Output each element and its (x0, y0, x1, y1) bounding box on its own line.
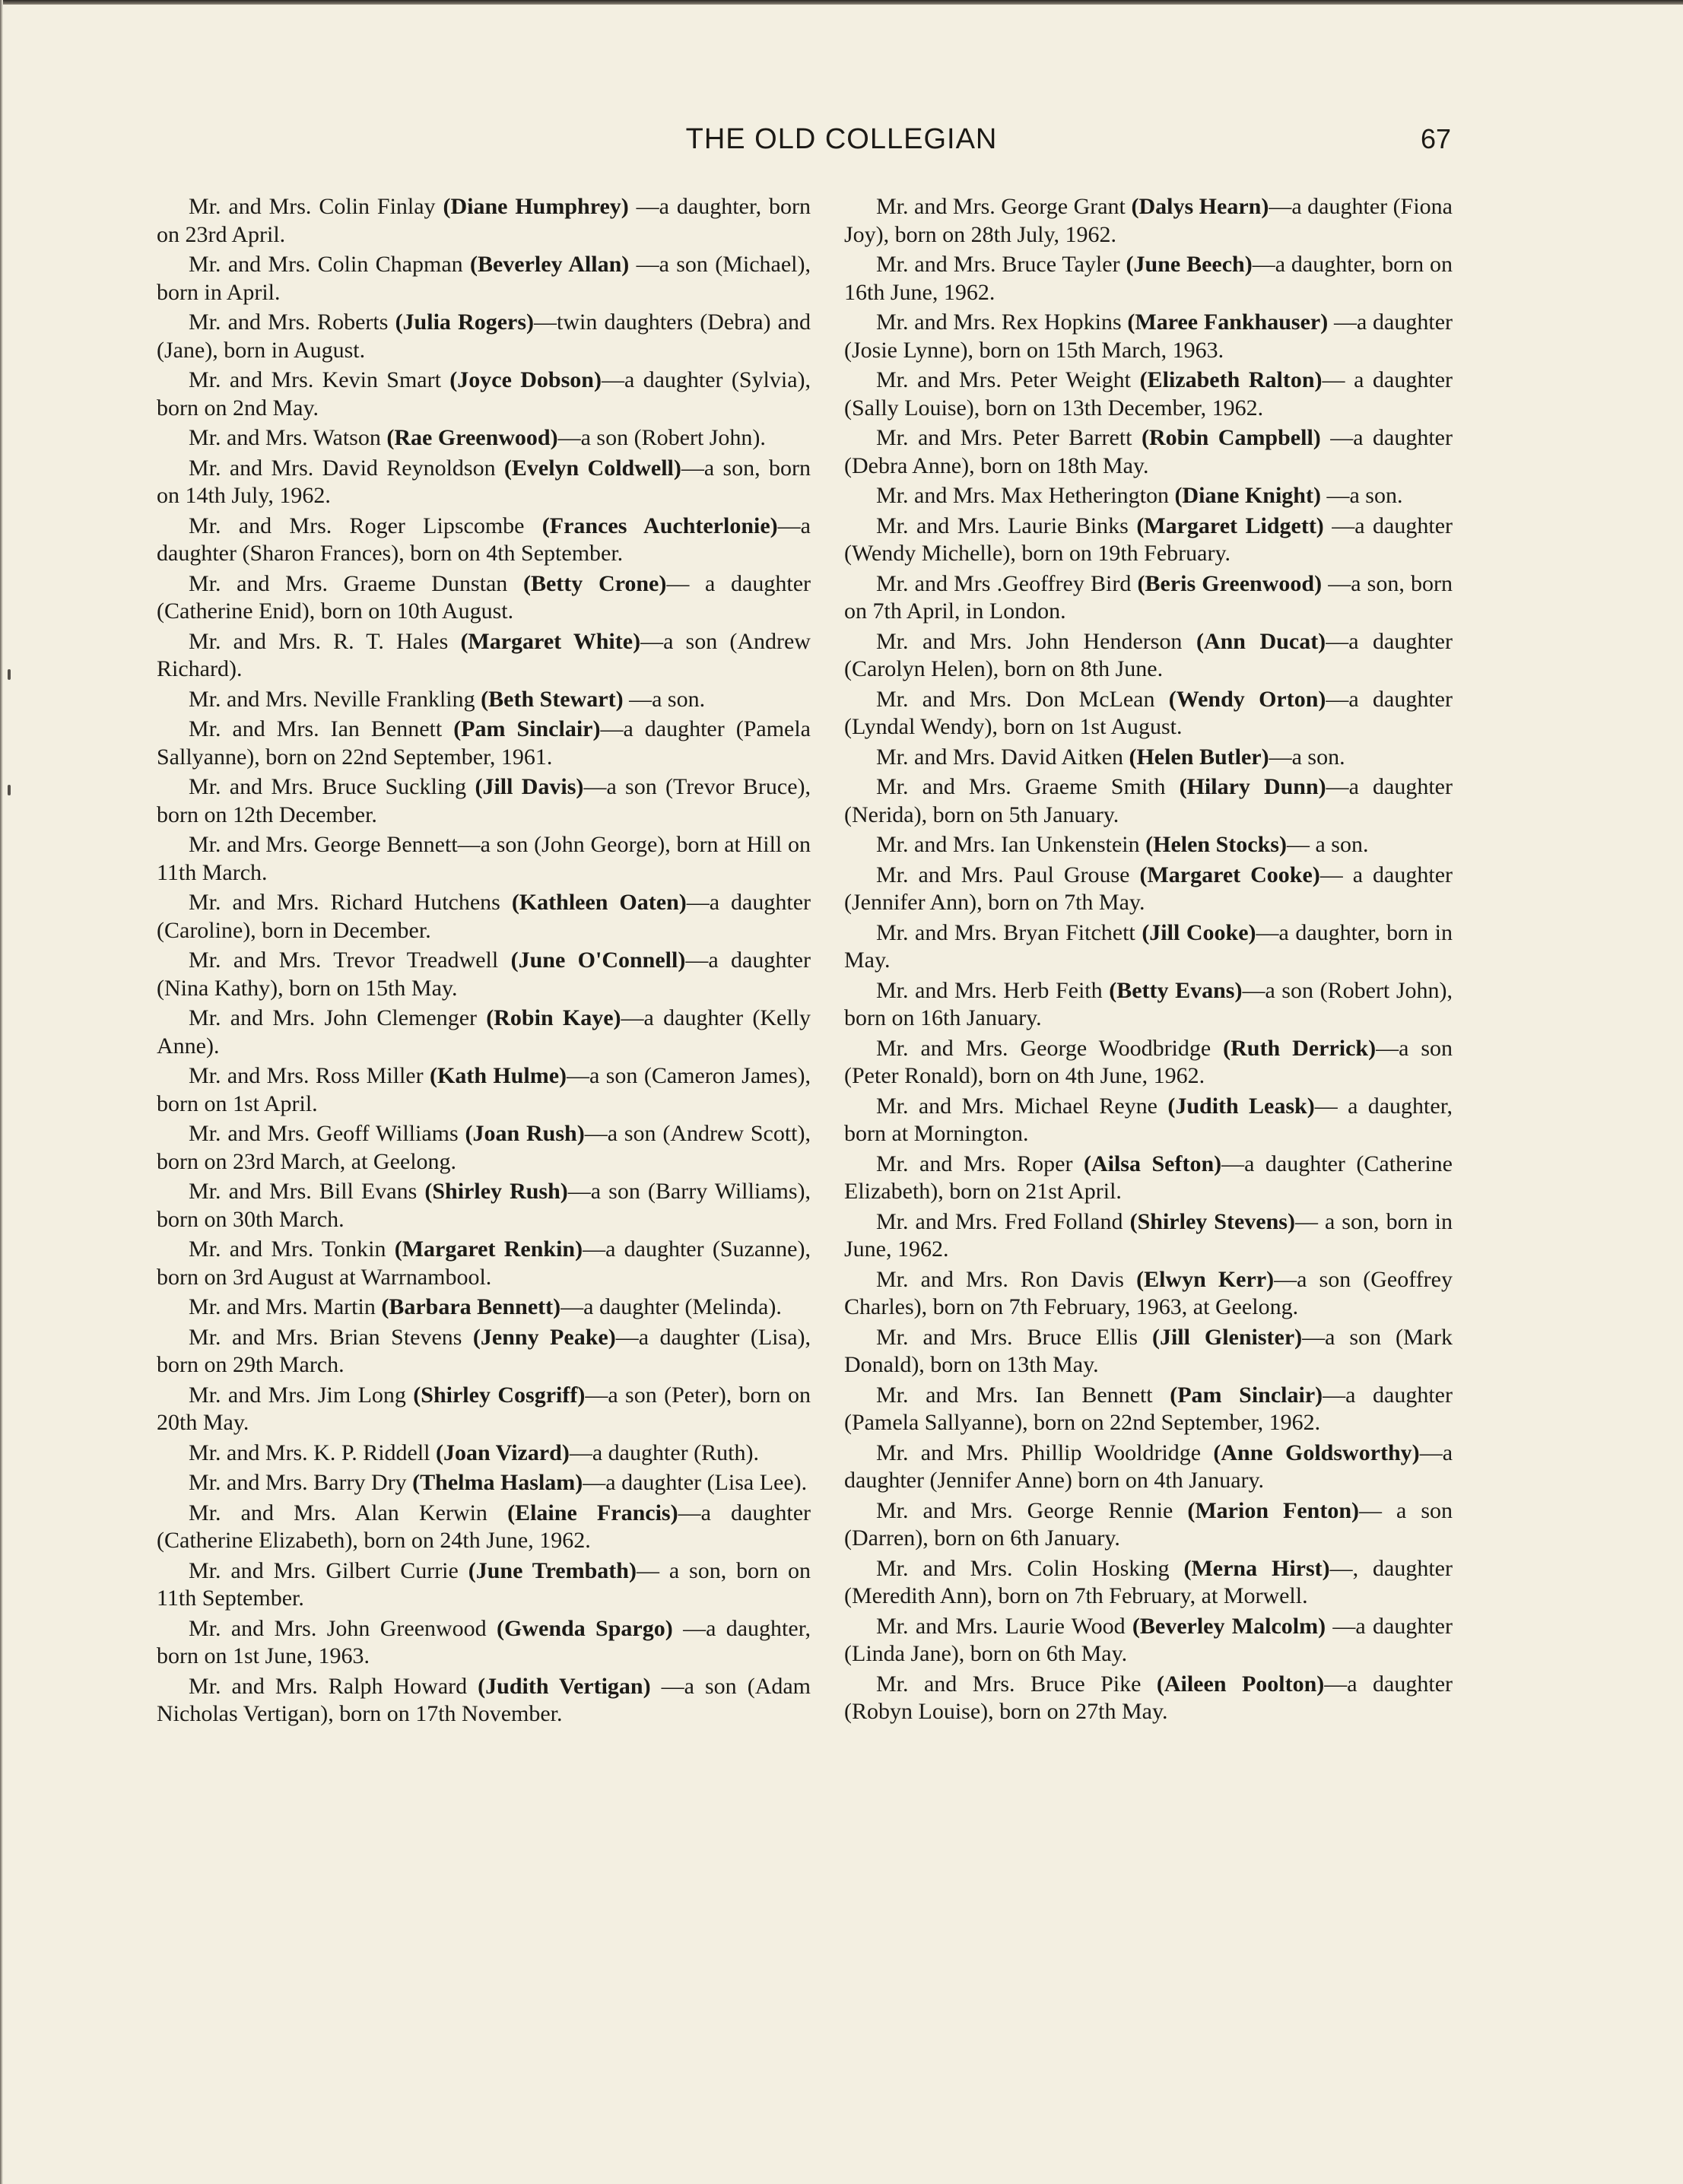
notice-text: —a son (Peter), born on 20th May. (157, 1382, 811, 1435)
birth-notice (157, 193, 811, 249)
maiden-name: (Robin Kaye) (486, 1005, 621, 1030)
birth-notice (157, 1062, 811, 1118)
maiden-name: (Diane Knight) (1174, 483, 1321, 508)
notice-text: —a daughter, born on 16th June, 1962. (844, 252, 1453, 305)
notice-text: Mr. and Mrs. Kevin Smart (189, 367, 450, 392)
birth-notice (844, 1497, 1453, 1553)
right-column (844, 193, 1453, 1728)
notice-text: —a daughter (Debra Anne), born on 18th May. (844, 425, 1453, 478)
notice-text: Mr. and Mrs. Ron Davis (876, 1266, 1137, 1292)
birth-notice (844, 773, 1453, 829)
birth-notice (157, 686, 811, 714)
birth-notice (844, 1671, 1453, 1726)
notice-text: —a son (Geoffrey Charles), born on 7th February, 1963, at Geelong. (844, 1266, 1453, 1319)
birth-notice (844, 1555, 1453, 1611)
maiden-name: (June Trembath) (468, 1557, 637, 1583)
maiden-name: (Betty Crone) (522, 570, 667, 596)
maiden-name: (Beris Greenwood) (1137, 570, 1323, 596)
notice-text: Mr. and Mrs. Ross Miller (189, 1063, 430, 1088)
birth-notice (844, 977, 1453, 1033)
notice-text: Mr. and Mrs. Trevor Treadwell (189, 948, 511, 973)
page-number: 67 (1421, 123, 1452, 154)
birth-notice (157, 1557, 811, 1613)
maiden-name: (Helen Butler) (1129, 744, 1269, 770)
notice-text: —a daughter (Lisa Lee). (583, 1470, 808, 1495)
page-edge-shadow (0, 0, 3, 2184)
birth-notice (157, 1500, 811, 1555)
birth-notice (844, 251, 1453, 306)
notice-text: Mr. and Mrs. R. T. Hales (189, 628, 461, 654)
birth-notice (844, 919, 1453, 975)
notice-text: —a daughter (Nina Kathy), born on 15th May. (157, 948, 811, 1001)
birth-notice (157, 628, 811, 684)
notice-text: Mr. and Mrs. Phillip Wooldridge (876, 1440, 1214, 1465)
notice-text: Mr. and Mrs. Ian Unkenstein (876, 832, 1146, 857)
notice-text: Mr. and Mrs. Martin (189, 1294, 382, 1319)
notice-text: —twin daughters (Debra) and (Jane), born in August. (157, 310, 811, 363)
notice-text: —a son (Cameron James), born on 1st April. (157, 1063, 811, 1116)
notice-text: —a daughter (Carolyn Helen), born on 8th June. (844, 628, 1453, 681)
maiden-name: (Jill Cooke) (1142, 919, 1256, 945)
maiden-name: (Helen Stocks) (1145, 832, 1287, 857)
notice-text: Mr. and Mrs. Gilbert Currie (189, 1557, 468, 1583)
maiden-name: (Robin Campbell) (1141, 425, 1321, 450)
notice-text: —a son (Mark Donald), born on 13th May. (844, 1324, 1453, 1377)
notice-text: —a daughter, born on 23rd April. (157, 194, 811, 247)
notice-text: —a son (Peter Ronald), born on 4th June, 1962. (844, 1035, 1453, 1088)
notice-text: —a son. (1269, 744, 1345, 770)
margin-mark (8, 669, 11, 680)
notice-text: — a daughter (Jennifer Ann), born on 7th May. (844, 862, 1453, 915)
birth-notice (844, 1324, 1453, 1379)
notice-text: Mr. and Mrs. Max Hetherington (876, 483, 1175, 508)
notice-text: Mr. and Mrs. David Reynoldson (189, 455, 504, 481)
birth-notice (844, 831, 1453, 859)
notice-text: Mr. and Mrs. Ian Bennett (876, 1382, 1170, 1408)
notice-text: —a daughter (Wendy Michelle), born on 19th February. (844, 513, 1453, 566)
notice-text: Mr. and Mrs. Laurie Wood (876, 1613, 1132, 1639)
notice-text: —a daughter (Josie Lynne), born on 15th March, 1963. (844, 310, 1453, 363)
notice-text: —a son (Robert John). (557, 425, 766, 450)
notice-text: Mr. and Mrs. Barry Dry (189, 1470, 413, 1495)
maiden-name: (Dalys Hearn) (1131, 194, 1269, 219)
maiden-name: (Pam Sinclair) (1170, 1382, 1323, 1408)
birth-notice (157, 1294, 811, 1322)
birth-notice (844, 1208, 1453, 1264)
notice-text: Mr. and Mrs. Tonkin (189, 1236, 395, 1262)
birth-notice (844, 1266, 1453, 1322)
notice-text: Mr. and Mrs. John Greenwood (189, 1615, 497, 1641)
birth-notice (157, 309, 811, 364)
birth-notice (844, 367, 1453, 422)
page-title: THE OLD COLLEGIAN (685, 123, 998, 155)
notice-text: —a daughter (Caroline), born in December. (157, 890, 811, 943)
birth-notice (844, 1035, 1453, 1090)
maiden-name: (Jenny Peake) (472, 1324, 616, 1350)
maiden-name: (June O'Connell) (510, 948, 686, 973)
notice-text: —a daughter (Linda Jane), born on 6th May. (844, 1613, 1453, 1666)
notice-text: —a daughter, born in May. (844, 919, 1453, 973)
birth-notice (844, 193, 1453, 249)
notice-text: Mr. and Mrs. Jim Long (189, 1382, 414, 1408)
notice-text: —a daughter (Kelly Anne). (157, 1005, 811, 1059)
birth-notice (844, 628, 1453, 684)
birth-notice (844, 1093, 1453, 1148)
notice-text: Mr. and Mrs. George Woodbridge (876, 1035, 1224, 1061)
maiden-name: (Jill Glenister) (1151, 1324, 1303, 1350)
notice-text: —a son. (623, 686, 706, 712)
birth-notice (844, 686, 1453, 741)
maiden-name: (Betty Evans) (1109, 977, 1243, 1003)
notice-text: —a daughter (Catherine Elizabeth), born on 24th June, 1962. (157, 1500, 811, 1553)
birth-notice (844, 1151, 1453, 1206)
maiden-name: (Rae Greenwood) (386, 425, 558, 450)
notice-text: Mr. and Mrs. Graeme Dunstan (189, 570, 523, 596)
notice-text: — a daughter (Sally Louise), born on 13th December, 1962. (844, 367, 1453, 421)
notice-text: Mr. and Mrs. Peter Barrett (876, 425, 1142, 450)
birth-notice (844, 309, 1453, 364)
notice-text: — a son. (1286, 832, 1369, 857)
maiden-name: (Shirley Stevens) (1129, 1208, 1295, 1234)
notice-text: —a son (Barry Williams), born on 30th March. (157, 1179, 811, 1232)
notice-text: Mr. and Mrs. Geoff Williams (189, 1121, 465, 1146)
maiden-name: (Aileen Poolton) (1156, 1671, 1325, 1697)
maiden-name: (Shirley Cosgriff) (413, 1382, 586, 1408)
notice-text: Mr. and Mrs. Peter Weight (876, 367, 1140, 392)
maiden-name: (Beth Stewart) (481, 686, 624, 712)
notice-text: —a daughter (Sharon Frances), born on 4th September. (157, 513, 811, 566)
birth-notice (157, 1324, 811, 1379)
notice-text: — a son, born on 11th September. (157, 1557, 811, 1611)
maiden-name: (Margaret Lidgett) (1136, 513, 1324, 538)
notice-text: —a daughter, born on 1st June, 1963. (157, 1615, 811, 1668)
maiden-name: (Judith Vertigan) (478, 1673, 651, 1699)
notice-text: — a son, born in June, 1962. (844, 1208, 1453, 1262)
notice-text: —a son, born on 14th July, 1962. (157, 455, 811, 508)
birth-notice (157, 251, 811, 306)
maiden-name: (Anne Goldsworthy) (1213, 1440, 1420, 1465)
maiden-name: (Beverley Allan) (469, 252, 630, 277)
notice-text: Mr. and Mrs. Bruce Tayler (876, 252, 1126, 277)
maiden-name: (Thelma Haslam) (412, 1470, 583, 1495)
birth-notice (157, 947, 811, 1002)
notice-text: —a daughter (Fiona Joy), born on 28th July, 1962. (844, 194, 1453, 247)
left-column (157, 193, 811, 1731)
notice-text: Mr. and Mrs .Geoffrey Bird (876, 570, 1138, 596)
notice-text: — a daughter, born at Mornington. (844, 1093, 1453, 1146)
notice-text: —a daughter (Catherine Elizabeth), born on 21st April. (844, 1151, 1453, 1204)
maiden-name: (Marion Fenton) (1187, 1497, 1360, 1523)
notice-text: —a son (Michael), born in April. (157, 252, 811, 305)
maiden-name: (Julia Rogers) (395, 310, 535, 335)
notice-text: — a daughter (Catherine Enid), born on 10th August. (157, 570, 811, 624)
notice-text: —a son (Adam Nicholas Vertigan), born on 17th November. (157, 1673, 811, 1726)
page-edge (0, 0, 1683, 5)
notice-text: Mr. and Mrs. Laurie Binks (876, 513, 1137, 538)
maiden-name: (June Beech) (1126, 252, 1253, 277)
notice-text: —a daughter (Sylvia), born on 2nd May. (157, 367, 811, 421)
birth-notice (157, 1236, 811, 1291)
notice-text: —a son (Robert John), born on 16th January. (844, 977, 1453, 1030)
maiden-name: (Evelyn Coldwell) (503, 455, 681, 481)
notice-text: Mr. and Mrs. Paul Grouse (876, 862, 1140, 887)
birth-notice (844, 744, 1453, 772)
notice-text: Mr. and Mrs. Roger Lipscombe (189, 513, 542, 538)
notice-text: Mr. and Mrs. Colin Hosking (876, 1555, 1184, 1581)
birth-notice (157, 716, 811, 771)
birth-notice (157, 1382, 811, 1437)
maiden-name: (Maree Fankhauser) (1127, 310, 1329, 335)
maiden-name: (Barbara Bennett) (381, 1294, 561, 1319)
maiden-name: (Elaine Francis) (507, 1500, 678, 1525)
notice-text: Mr. and Mrs. Ian Bennett (189, 716, 454, 741)
birth-notice (157, 1673, 811, 1728)
maiden-name: (Margaret White) (460, 628, 641, 654)
maiden-name: (Hilary Dunn) (1179, 774, 1326, 799)
maiden-name: (Margaret Renkin) (394, 1236, 583, 1262)
birth-notice (157, 424, 811, 452)
maiden-name: (Ann Ducat) (1196, 628, 1326, 654)
notice-text: —a daughter (Suzanne), born on 3rd August at Warrnambool. (157, 1236, 811, 1290)
notice-text: Mr. and Mrs. Watson (189, 425, 387, 450)
birth-notice (157, 1440, 811, 1468)
notice-text: —a daughter (Pamela Sallyanne), born on 22nd September, 1962. (844, 1382, 1453, 1435)
notice-text: Mr. and Mrs. Alan Kerwin (189, 1500, 508, 1525)
notice-text: Mr. and Mrs. Herb Feith (876, 977, 1110, 1003)
maiden-name: (Diane Humphrey) (443, 194, 629, 219)
birth-notice (157, 455, 811, 510)
maiden-name: (Judith Leask) (1167, 1093, 1315, 1119)
notice-text: —a son. (1320, 483, 1403, 508)
notice-text: Mr. and Mrs. George Bennett—a son (John George), born at Hill on 11th March. (157, 832, 811, 885)
maiden-name: (Kathleen Oaten) (511, 890, 687, 915)
notice-text: Mr. and Mrs. John Clemenger (189, 1005, 487, 1030)
notice-text: Mr. and Mrs. John Henderson (876, 628, 1196, 654)
birth-notice (844, 482, 1453, 510)
birth-notice (157, 773, 811, 829)
maiden-name: (Beverley Malcolm) (1132, 1613, 1326, 1639)
birth-notice (844, 1440, 1453, 1495)
maiden-name: (Jill Davis) (475, 774, 584, 799)
notice-text: Mr. and Mrs. Bill Evans (189, 1179, 425, 1204)
notice-text: Mr. and Mrs. Michael Reyne (876, 1093, 1168, 1119)
notice-text: Mr. and Mrs. Bryan Fitchett (876, 919, 1142, 945)
birth-notice (844, 424, 1453, 480)
notice-text: Mr. and Mrs. Fred Folland (876, 1208, 1130, 1234)
maiden-name: (Shirley Rush) (424, 1179, 568, 1204)
notice-text: —a son (Andrew Scott), born on 23rd March, at Geelong. (157, 1121, 811, 1174)
notice-text: Mr. and Mrs. David Aitken (876, 744, 1129, 770)
notice-text: Mr. and Mrs. Richard Hutchens (189, 890, 512, 915)
maiden-name: (Ruth Derrick) (1223, 1035, 1377, 1061)
notice-text: —a daughter (Jennifer Anne) born on 4th January. (844, 1440, 1453, 1493)
birth-notice (157, 889, 811, 944)
maiden-name: (Ailsa Sefton) (1083, 1151, 1222, 1176)
notice-text: —a daughter (Nerida), born on 5th January. (844, 774, 1453, 827)
notice-text: —a daughter (Robyn Louise), born on 27th May. (844, 1671, 1453, 1724)
notice-text: Mr. and Mrs. Colin Chapman (189, 252, 470, 277)
notice-text: Mr. and Mrs. Don McLean (876, 686, 1169, 712)
notice-text: —a daughter (Ruth). (569, 1440, 759, 1465)
margin-mark (8, 785, 11, 795)
notice-text: —a daughter (Lisa), born on 29th March. (157, 1324, 811, 1377)
birth-notice (157, 1005, 811, 1060)
notice-text: Mr. and Mrs. Colin Finlay (189, 194, 443, 219)
notice-text: Mr. and Mrs. George Grant (876, 194, 1132, 219)
birth-notice (157, 513, 811, 568)
notice-text: —a son (Trevor Bruce), born on 12th December. (157, 774, 811, 827)
notice-text: Mr. and Mrs. Roper (876, 1151, 1084, 1176)
notice-text: Mr. and Mrs. Brian Stevens (189, 1324, 473, 1350)
notice-text: —a daughter (Melinda). (560, 1294, 782, 1319)
birth-notice (157, 1178, 811, 1233)
birth-notice (157, 1469, 811, 1497)
maiden-name: (Kath Hulme) (430, 1063, 567, 1088)
birth-notice (157, 1615, 811, 1671)
notice-text: —a daughter (Pamela Sallyanne), born on 22nd September, 1961. (157, 716, 811, 770)
notice-text: —a son, born on 7th April, in London. (844, 570, 1453, 624)
birth-notice (157, 831, 811, 887)
birth-notice (844, 1613, 1453, 1668)
notice-text: Mr. and Mrs. George Rennie (876, 1497, 1188, 1523)
maiden-name: (Wendy Orton) (1168, 686, 1326, 712)
notice-text: —a daughter (Lyndal Wendy), born on 1st August. (844, 686, 1453, 739)
birth-notice (157, 570, 811, 626)
notice-text: Mr. and Mrs. K. P. Riddell (189, 1440, 437, 1465)
notice-text: —, daughter (Meredith Ann), born on 7th February, at Morwell. (844, 1555, 1453, 1608)
maiden-name: (Merna Hirst) (1183, 1555, 1330, 1581)
birth-notice (157, 367, 811, 422)
notice-text: Mr. and Mrs. Graeme Smith (876, 774, 1180, 799)
notice-text: — a son (Darren), born on 6th January. (844, 1497, 1453, 1551)
maiden-name: (Elwyn Kerr) (1136, 1266, 1275, 1292)
birth-notice (844, 570, 1453, 626)
birth-notice (844, 862, 1453, 917)
maiden-name: (Gwenda Spargo) (497, 1615, 673, 1641)
notice-text: Mr. and Mrs. Ralph Howard (189, 1673, 478, 1699)
notice-text: Mr. and Mrs. Bruce Pike (876, 1671, 1157, 1697)
maiden-name: (Margaret Cooke) (1139, 862, 1320, 887)
maiden-name: (Elizabeth Ralton) (1139, 367, 1323, 392)
maiden-name: (Joyce Dobson) (449, 367, 602, 392)
notice-text: Mr. and Mrs. Bruce Ellis (876, 1324, 1152, 1350)
notice-text: Mr. and Mrs. Neville Frankling (189, 686, 481, 712)
maiden-name: (Frances Auchterlonie) (541, 513, 778, 538)
notice-text: Mr. and Mrs. Rex Hopkins (876, 310, 1128, 335)
notice-text: Mr. and Mrs. Roberts (189, 310, 395, 335)
notice-text: —a son (Andrew Richard). (157, 628, 811, 681)
maiden-name: (Pam Sinclair) (453, 716, 601, 741)
birth-notice (844, 513, 1453, 568)
notice-text: Mr. and Mrs. Bruce Suckling (189, 774, 475, 799)
birth-notice (844, 1382, 1453, 1437)
running-head (0, 120, 1683, 158)
maiden-name: (Joan Vizard) (436, 1440, 570, 1465)
maiden-name: (Joan Rush) (465, 1121, 585, 1146)
birth-notice (157, 1120, 811, 1176)
